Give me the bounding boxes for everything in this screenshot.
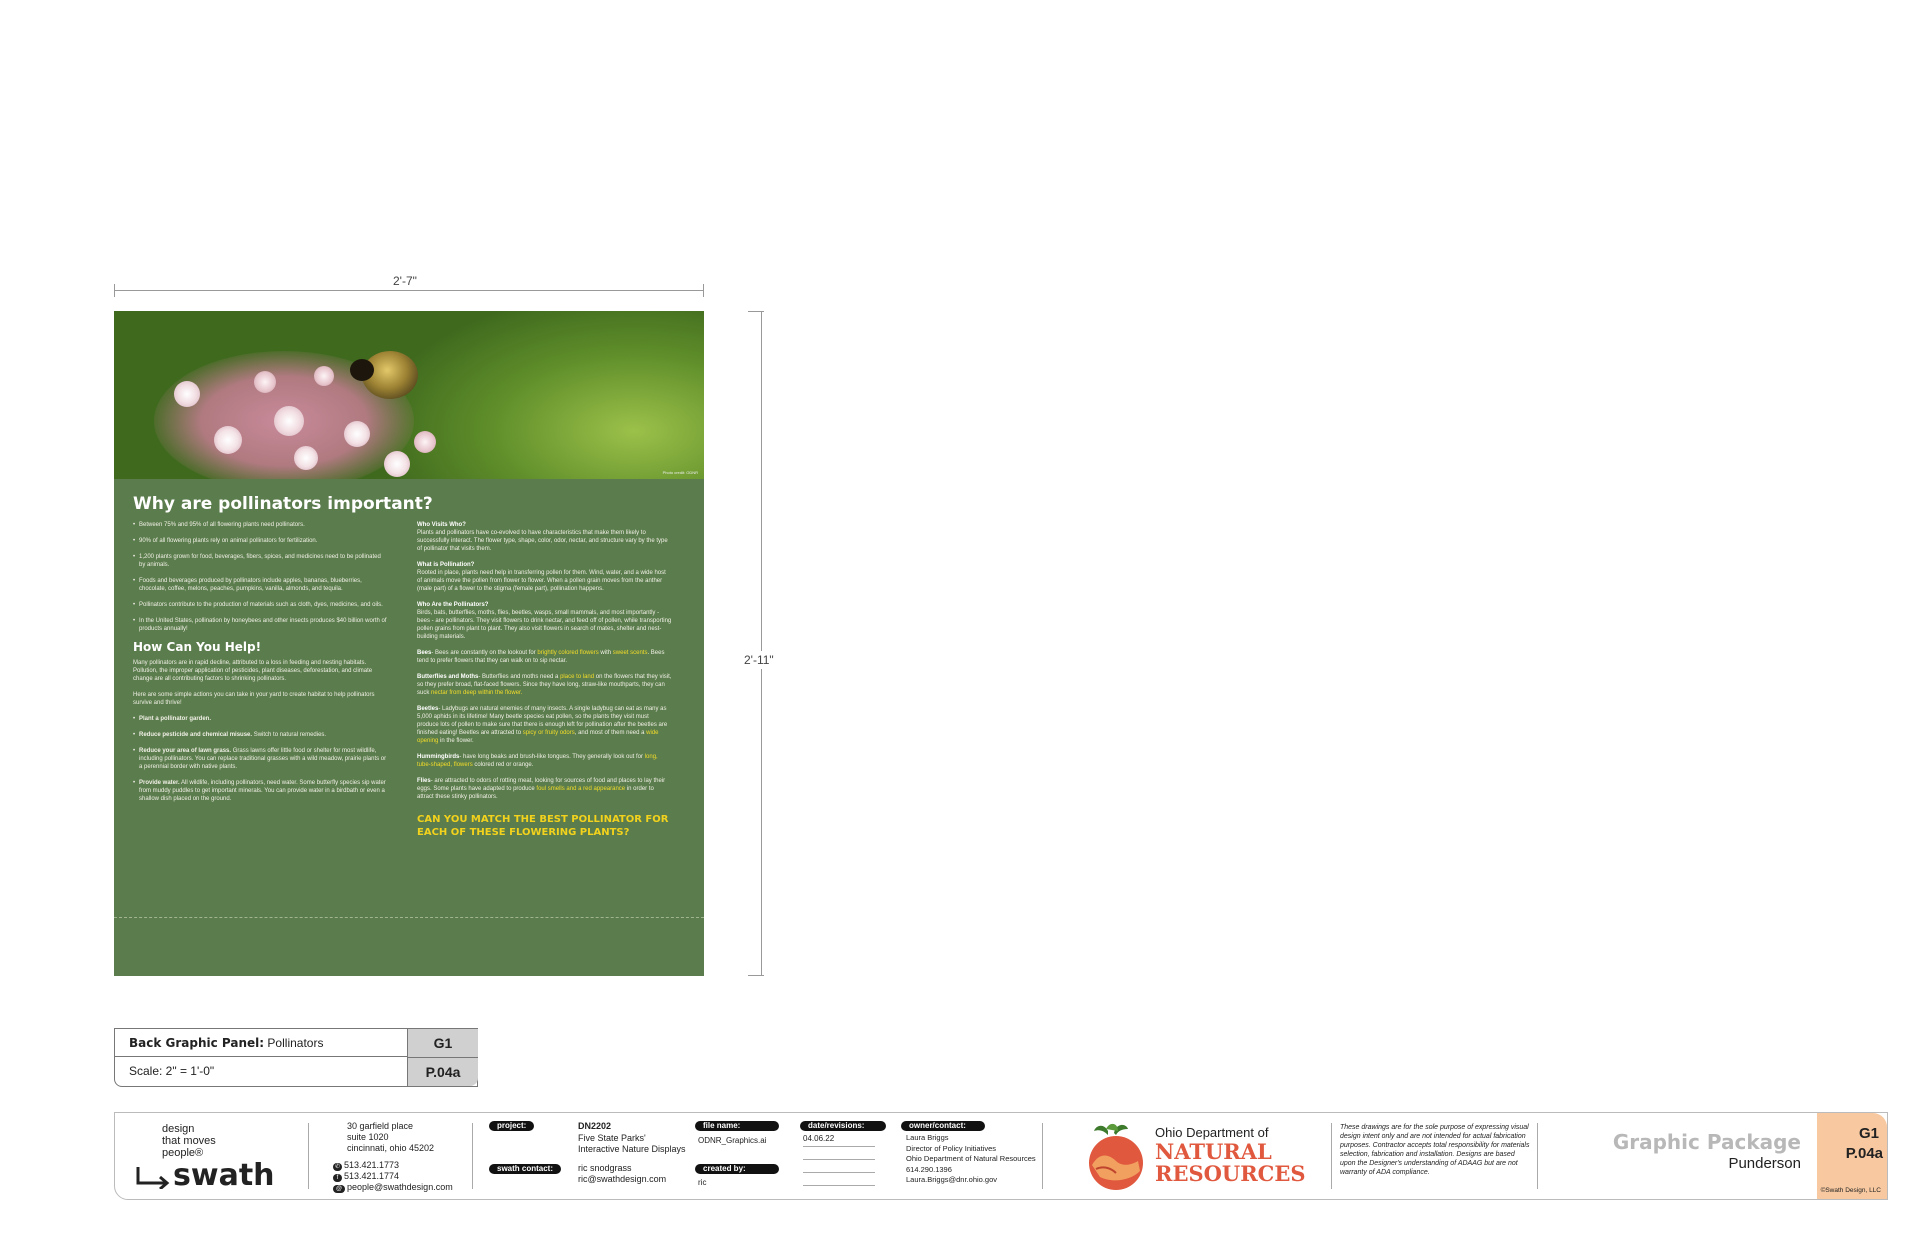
footer-divider [472,1123,473,1189]
help-intro-2: Here are some simple actions you can take in your yard to create habitat to help pollinators survive and thrive! [133,692,375,706]
section-heading: Bees [417,650,432,656]
odnr-name-line3: RESOURCES [1155,1161,1306,1186]
action-list [133,715,388,803]
section-heading: What is Pollination? [417,562,475,568]
what-is-section [417,561,672,593]
title-block-label-row [115,1029,407,1057]
fact-list [133,521,388,633]
scale-label: Scale: 2" = 1'-0" [129,1064,215,1078]
section-heading: Who Visits Who? [417,522,466,528]
list-item [139,747,388,771]
section-text: Birds, bats, butterflies, moths, flies, beetles, wasps, small mammals, and most importantly - bees - are pollinators. They visit flowers to drink nectar, and feed off of pollen, while transporting pollen grains from plant to plant. They also visit flowers in search of mates, shelter and nest-building materials. [417,610,672,640]
project-label: project: [489,1121,534,1131]
left-column [133,521,388,811]
tagline-line: design [162,1123,195,1135]
section-text: in order to attract these stinky pollinators. [417,786,654,800]
panel-text-area [114,479,704,976]
section-text: Rooted in place, plants need help in transferring pollen for them. Wind, water, and a wide host of animals move the pollen from flower to flower. When a pollen grain moves from the anther (male part) of a flower to the stigma (female part), pollination happens. [417,570,666,592]
panel-subject-label: Pollinators [264,1036,324,1050]
flies-section [417,777,672,801]
action-title: Plant a pollinator garden. [139,716,212,722]
highlight-text: spicy or fruity odors [522,730,575,736]
height-dimension-tick-bottom [748,975,764,976]
section-text: Plants and pollinators have co-evolved to have characteristics that make them likely to successfully interact. The flower type, shape, color, odor, nectar, and structure vary by the type of pollinator that visits them. [417,530,668,552]
fax-icon: f [333,1174,342,1182]
footer-divider [308,1123,309,1189]
hummingbirds-section [417,753,672,769]
width-dimension-tick-right [703,284,704,297]
project-name-line: Five State Parks' [578,1133,646,1143]
revision-line [803,1159,875,1160]
created-by: ric [698,1178,707,1187]
action-text: Grass lawns offer little food or shelter for most wildlife, including pollinators. You can replace traditional grasses with a wild meadow, prairie plants or a perennial border with native plants. [139,748,387,770]
created-by-label: created by: [695,1164,779,1174]
action-title: Reduce your area of lawn grass. [139,748,232,754]
address-line: suite 1020 [347,1132,389,1142]
section-text: - Ladybugs are natural enemies of many insects. A single ladybug can eat as many as 5,000 aphids in its lifetime! Many beetle species eat pollen, so the plants they visit must produce lots of pollen to make sure that there is enough left for pollination after the beetles are finished eating! Beetles are attracted to [417,706,668,736]
milkweed-bee-photo [114,311,704,479]
owner-line: Director of Policy Initiatives [906,1143,997,1153]
email-address: people@swathdesign.com [347,1182,453,1192]
page-code: P.04a [407,1057,478,1086]
height-dimension-line [761,311,762,976]
contact-line: ric@swathdesign.com [578,1174,667,1184]
contact-line: ric snodgrass [578,1163,632,1173]
footer-divider [1042,1123,1043,1189]
height-dimension-label: 2'-11" [744,653,774,667]
revision-line [803,1172,875,1173]
highlight-text: sweet scents [612,650,648,656]
list-item: • 90% of all flowering plants rely on animal pollinators for fertilization. [139,537,388,545]
section-text: colored red or orange. [472,762,534,768]
project-name [578,1133,686,1155]
section-text: with [598,650,613,656]
section-text: on the flowers that they visit, so they prefer broad, flat-faced flowers. Since they have long, straw-like mouthparts, they can suck [417,674,672,696]
bees-section [417,649,672,665]
odnr-logo-icon [1082,1121,1150,1191]
highlight-text: foul smells and a red appearance [536,786,626,792]
sheet-page: P.04a [1845,1145,1883,1162]
width-dimension-line [114,290,704,291]
photo-credit: Photo credit: ODNR [662,470,698,475]
section-heading: Butterflies and Moths [417,674,479,680]
swath-logo-text: swath [173,1158,275,1193]
phone-row [333,1160,453,1171]
list-item [139,731,388,739]
fax-row [333,1171,453,1182]
highlight-text: nectar from deep within the flower. [431,690,523,696]
action-title: Provide water. [139,780,180,786]
email-row [333,1182,453,1193]
address-line: cincinnati, ohio 45202 [347,1143,435,1153]
list-item [139,779,388,803]
project-name-line: Interactive Nature Displays [578,1144,686,1154]
date-revisions-label: date/revisions: [800,1121,886,1131]
revision-date: 04.06.22 [803,1134,835,1143]
section-heading: Who Are the Pollinators? [417,602,489,608]
owner-line: Laura.Briggs@dnr.ohio.gov [906,1175,998,1184]
section-text: - Butterflies and moths need a [478,674,561,680]
revision-line [803,1185,875,1186]
width-dimension-tick-left [114,284,115,297]
action-text: Switch to natural remedies. [252,732,327,738]
owner-line: 614.290.1396 [906,1164,952,1174]
highlight-text: place to land [560,674,595,680]
section-text: - Bees are constantly on the lookout for [431,650,538,656]
panel-code: G1 [407,1029,478,1057]
title-block [114,1028,478,1087]
highlight-text: brightly colored flowers [537,650,599,656]
footer-divider [1537,1123,1538,1189]
swath-address [347,1121,434,1154]
package-title: Graphic Package [1612,1130,1801,1154]
help-intro: Many pollinators are in rapid decline, attributed to a loss in feeding and nesting habitats. Pollution, the improper application of pesticides, plant diseases, deforestation, and climate change are all contributing factors to shrinking pollinators. [133,660,373,682]
file-name: ODNR_Graphics.ai [698,1136,767,1145]
owner-line: Ohio Department of Natural Resources [906,1154,1036,1163]
swath-tagline [162,1123,216,1159]
height-dimension-tick-top [748,311,764,312]
list-item: • Between 75% and 95% of all flowering plants need pollinators. [139,521,388,529]
section-heading: Beetles [417,706,439,712]
list-item: • Pollinators contribute to the production of materials such as cloth, dyes, medicines, and oils. [139,601,388,609]
address-line: 30 garfield place [347,1121,414,1131]
tagline-line: people® [162,1147,204,1159]
swath-contact [578,1163,666,1185]
right-column [417,521,672,839]
butterflies-section [417,673,672,697]
revision-line [803,1146,875,1147]
cut-line [114,917,704,918]
email-icon: @ [333,1185,345,1193]
list-item: • Foods and beverages produced by pollinators include apples, bananas, blueberries, chocolate, coffee, melons, peaches, pumpkins, vanilla, almonds, and tequila. [139,577,388,593]
list-item: • 1,200 plants grown for food, beverages, fibers, spices, and medicines need to be pollinated by animals. [139,553,388,569]
panel-title: Why are pollinators important? [133,494,433,514]
section-text: , and most of them need a [574,730,647,736]
sheet-footer [114,1112,1888,1200]
section-heading: Hummingbirds [417,754,460,760]
project-code: DN2202 [578,1121,612,1131]
swath-arrow-icon [135,1165,171,1189]
file-name-label: file name: [695,1121,779,1131]
list-item [139,715,388,723]
package-name: Punderson [1728,1155,1801,1172]
action-text: All wildlife, including pollinators, need water. Some butterfly species sip water from muddy puddles to get important minerals. You can provide water in a birdbath or even a shallow dish placed on the ground. [139,780,386,802]
owner-line: Laura Briggs [906,1133,949,1142]
beetles-section [417,705,672,745]
fax-number: 513.421.1774 [344,1171,400,1181]
graphic-panel [114,311,704,976]
who-are-section [417,601,672,641]
phone-icon: ✆ [334,1164,341,1170]
disclaimer: These drawings are for the sole purpose of expressing visual design intent only and are not intended for actual fabrication purposes. Contractor accepts total responsibility for materials selection, fabrication and installation. Designs are based upon the Designer's understanding of ADAAG but are not warranty of ADA compliance. [1340,1124,1530,1176]
phone-number: 513.421.1773 [344,1160,400,1170]
swath-contact-label: swath contact: [489,1164,561,1174]
highlight-text: long, tube-shaped, flowers [417,754,658,768]
width-dimension-label: 2'-7" [390,274,420,288]
owner-contact [906,1133,1036,1186]
section-text: - are attracted to odors of rotting meat, looking for sources of food and places to lay their eggs. Some plants have adapted to produce [417,778,666,792]
odnr-name-line1: Ohio Department of [1155,1125,1269,1140]
swath-contact-info [333,1160,453,1193]
section-text: in the flower. [438,738,474,744]
copyright: ©Swath Design, LLC [1820,1187,1881,1194]
help-heading: How Can You Help! [133,640,262,654]
footer-divider [1331,1123,1332,1189]
highlight-text: wide opening [417,730,659,744]
who-visits-section [417,521,672,553]
section-text: . Bees tend to prefer flowers that they can walk on to sip nectar. [417,650,665,664]
section-heading: Flies [417,778,431,784]
odnr-name-line2: NATURAL [1155,1139,1272,1164]
panel-type-label: Back Graphic Panel: [129,1036,265,1050]
owner-contact-label: owner/contact: [901,1121,985,1131]
action-title: Reduce pesticide and chemical misuse. [139,732,253,738]
section-text: - have long beaks and brush-like tongues. They generally look out for [459,754,645,760]
tagline-line: that moves [162,1135,216,1147]
list-item: • In the United States, pollination by honeybees and other insects produces $40 billion worth of products annually! [139,617,388,633]
callout-question: CAN YOU MATCH THE BEST POLLINATOR FOR EACH OF THESE FLOWERING PLANTS? [417,814,669,838]
sheet-code: G1 [1858,1125,1879,1142]
